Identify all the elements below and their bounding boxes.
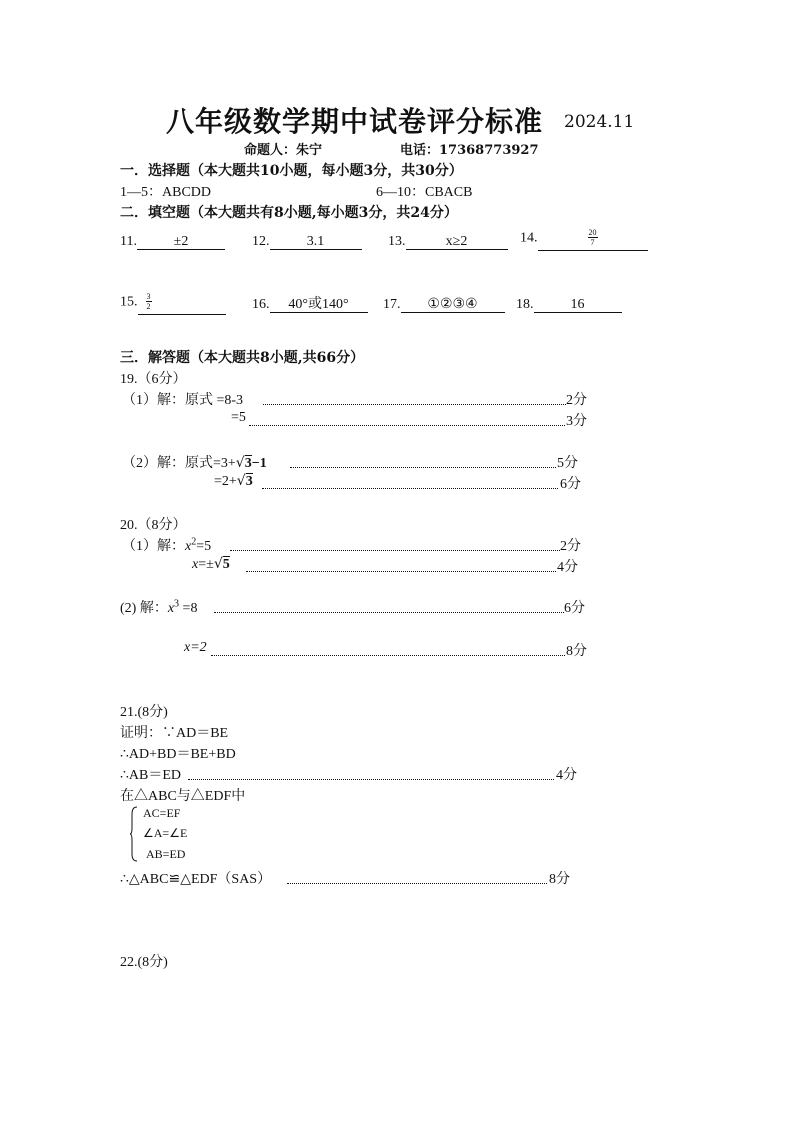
q17-answer: ①②③④: [401, 297, 505, 313]
q19-part2-leader: [290, 467, 556, 468]
q19-part2-score: 5分: [557, 456, 578, 471]
section1-answers-1: 1—5：ABCDD: [120, 185, 212, 200]
q14: [520, 226, 648, 251]
q20-part2-score: 6分: [564, 601, 585, 616]
q19-part1-score2: 3分: [566, 414, 587, 429]
q15-denominator: 2: [146, 302, 151, 312]
title-date: 2024.11: [564, 112, 635, 132]
q20-part2-exp: 3: [174, 598, 180, 610]
q18-answer: 16: [534, 297, 622, 313]
q16-number: 16.: [252, 297, 270, 312]
q19-part1-leader: [263, 404, 566, 405]
q19-part2-score2: 6分: [560, 477, 581, 492]
q12: [252, 234, 362, 250]
q19-part1-line2-leader: [249, 425, 565, 426]
q13: [388, 234, 508, 250]
q20-part1-exp: 2: [191, 536, 197, 548]
q15-numerator: 3: [146, 292, 151, 302]
q19-part2-line2-radicand: 3: [245, 474, 253, 489]
q21-line3: ∴AB＝ED: [120, 768, 182, 783]
section1-heading: 一．选择题（本大题共10小题，每小题3分，共30分）: [120, 163, 463, 179]
q20-part2-label: (2) 解：: [120, 601, 168, 616]
q20-part2-score2: 8分: [566, 644, 587, 659]
q20-part2-rest: =8: [179, 601, 198, 616]
q20-part1-score: 2分: [560, 539, 581, 554]
q21-line5-leader: [287, 883, 547, 884]
q21-title: 21.(8分): [120, 705, 168, 720]
q21-line2: ∴AD+BD＝BE+BD: [120, 747, 236, 762]
q19-part2-tail: −1: [251, 456, 267, 471]
q18: [516, 297, 622, 313]
q19-part2-radicand: 3: [244, 456, 252, 471]
q15-fraction: [146, 292, 152, 311]
section1-answers-2: 6—10：CBACB: [376, 185, 473, 200]
q14-fraction: [588, 228, 598, 247]
q19-part2: [122, 452, 267, 472]
section2-heading: 二．填空题（本大题共有8小题,每小题3分，共24分）: [120, 205, 458, 221]
q16: [252, 297, 368, 313]
q20-part1-line2-rest: =±: [198, 557, 214, 572]
q20-part1-leader: [230, 550, 560, 551]
q20-part2-line2-leader: [211, 655, 565, 656]
q16-answer: 40°或140°: [270, 297, 368, 313]
q14-answer: [538, 226, 648, 251]
q11: [120, 234, 225, 250]
q22-title: 22.(8分): [120, 955, 168, 970]
q20-part1-rest: =5: [196, 539, 212, 554]
q14-numerator: 20: [588, 228, 597, 238]
q20-part1-score2: 4分: [557, 560, 578, 575]
q21-line3-score: 4分: [556, 768, 577, 783]
q21-line1: 证明：∵AD＝BE: [120, 726, 229, 741]
q17: [383, 297, 505, 313]
q13-number: 13.: [388, 234, 406, 249]
q11-answer: ±2: [137, 234, 225, 250]
phone: 电话：17368773927: [400, 143, 539, 158]
q21-brace-line3: AB=ED: [146, 847, 186, 861]
q20-part2-line2-rest: =2: [190, 640, 207, 655]
q19-part1-score: 2分: [566, 393, 587, 408]
q20-part1-var: x: [185, 539, 192, 554]
q20-part1-line2-radicand: 5: [222, 557, 230, 572]
q15-answer: [138, 290, 226, 315]
sqrt-symbol: √: [213, 556, 223, 572]
left-brace-icon: [130, 806, 138, 862]
q15: [120, 290, 226, 315]
q14-denominator: 7: [590, 238, 595, 248]
q21-brace-line1: AC=EF: [143, 806, 181, 820]
q19-part2-label: （2）解：原式=3+: [122, 456, 236, 471]
q21-line5-score: 8分: [549, 872, 570, 887]
q20-part2-leader: [214, 612, 564, 613]
q21-line3-leader: [188, 779, 554, 780]
q20-part1: [122, 535, 211, 555]
q14-number: 14.: [520, 230, 538, 246]
q20-part1-line2-var: x: [192, 557, 199, 572]
q19-part1-line2: =5: [231, 410, 246, 425]
q20-part1-line2: [192, 556, 230, 573]
q12-number: 12.: [252, 234, 270, 249]
q19-part2-line2-leader: [262, 488, 558, 489]
q20-part1-line2-leader: [246, 571, 556, 572]
q20-title: 20.（8分）: [120, 518, 187, 533]
q20-part2-var: x: [167, 601, 175, 616]
q19-title: 19.（6分）: [120, 372, 187, 387]
q19-part2-line2: [214, 473, 253, 490]
q12-answer: 3.1: [270, 234, 362, 250]
q20-part2-line2: [184, 640, 207, 656]
q15-number: 15.: [120, 294, 138, 310]
q21-line5: ∴△ABC≌△EDF（SAS）: [120, 872, 272, 887]
page-title: 八年级数学期中试卷评分标准: [166, 105, 544, 138]
q21-brace-line2: ∠A=∠E: [143, 826, 188, 840]
q19-part2-line2-label: =2+: [214, 474, 237, 489]
q11-number: 11.: [120, 234, 137, 249]
q20-part2-line2-var: x: [184, 640, 191, 655]
q18-number: 18.: [516, 297, 534, 312]
q17-number: 17.: [383, 297, 401, 312]
q20-part2: [120, 597, 197, 617]
author: 命题人：朱宁: [244, 143, 323, 158]
q20-part1-label: （1）解：: [122, 539, 185, 554]
q19-part1: （1）解：原式 =8-3: [122, 393, 244, 408]
q13-answer: x≥2: [406, 234, 508, 250]
sqrt-symbol: √: [236, 473, 246, 489]
q21-line4: 在△ABC与△EDF中: [120, 789, 246, 804]
section3-heading: 三．解答题（本大题共8小题,共66分）: [120, 350, 365, 366]
sqrt-symbol: √: [235, 455, 245, 471]
